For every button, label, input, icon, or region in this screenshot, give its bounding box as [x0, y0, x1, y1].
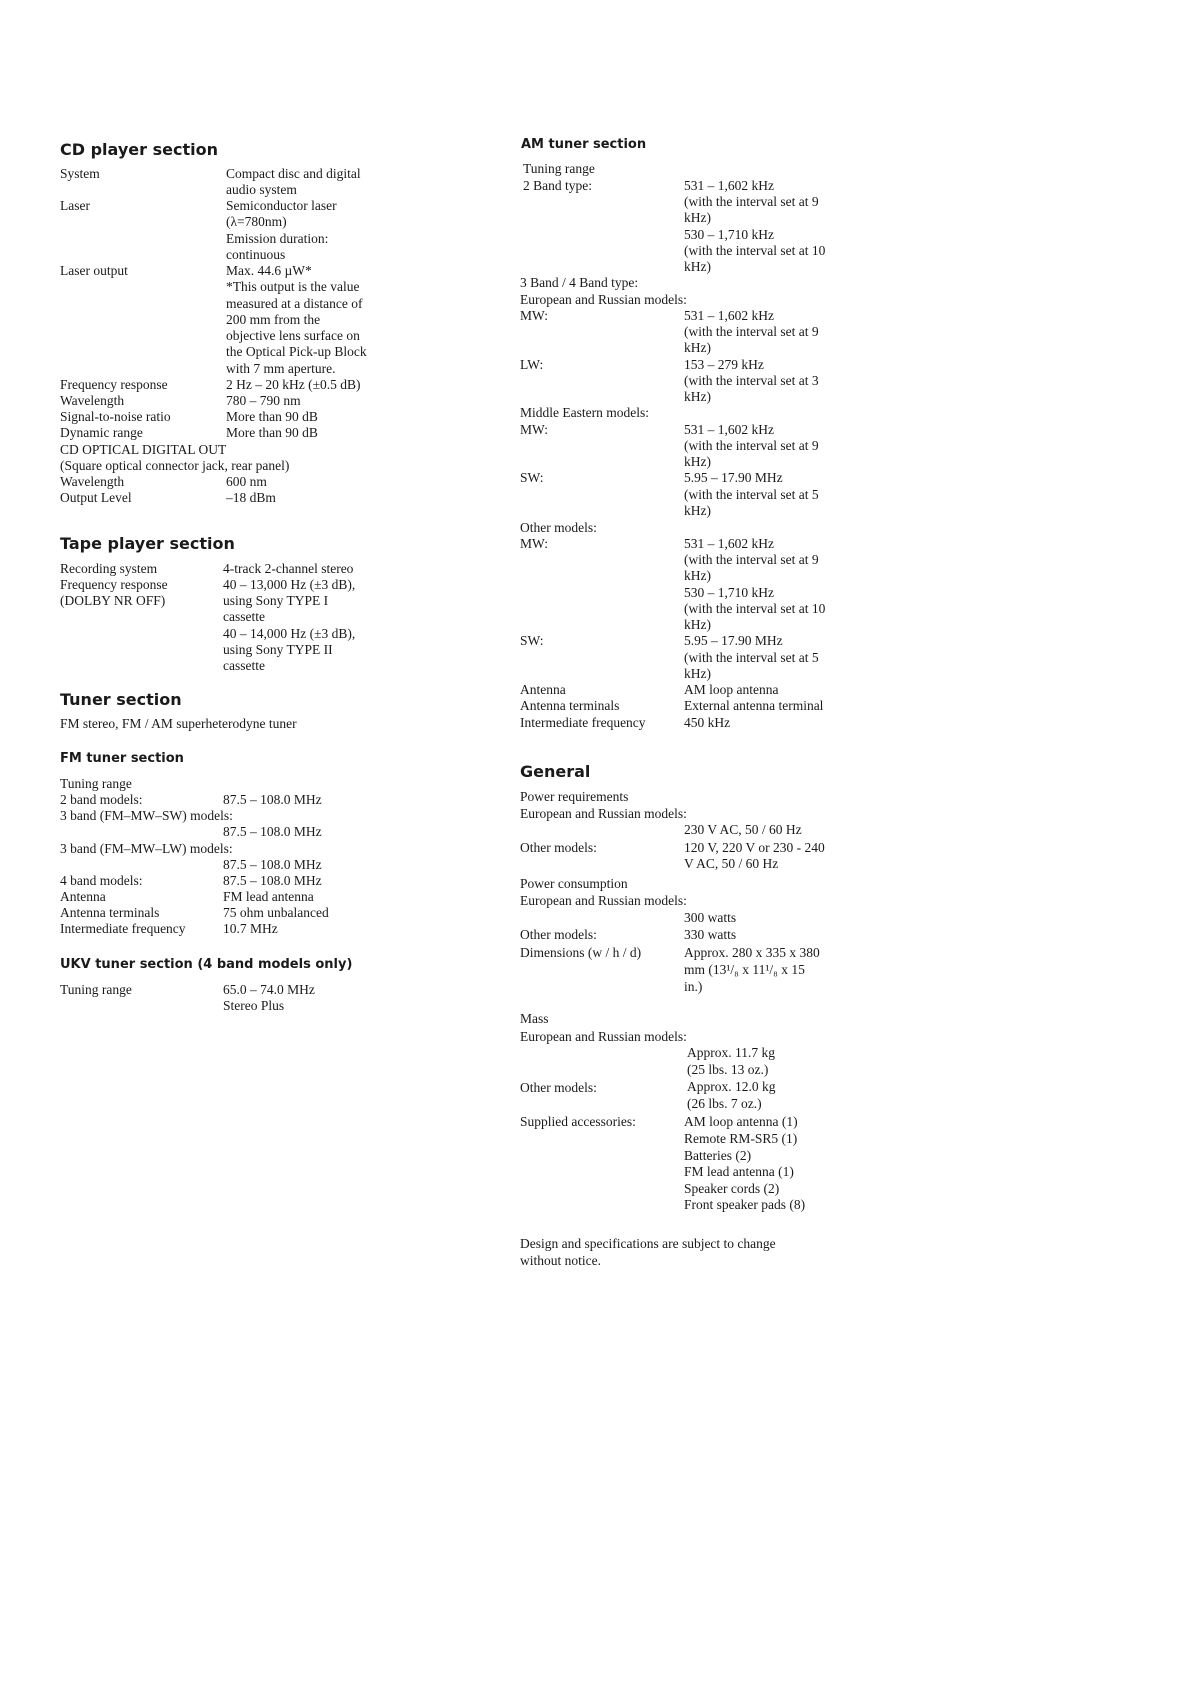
am-oth-mw-value-6: kHz) [684, 617, 711, 632]
fm-antenna-label: Antenna [60, 889, 106, 904]
am-band2-value-1: 531 – 1,602 kHz [684, 178, 774, 193]
am-band2-value-5: (with the interval set at 10 [684, 243, 826, 258]
gen-eur: European and Russian models: [520, 806, 687, 821]
cd-system-value-2: audio system [226, 182, 297, 197]
gen-other-cons-value: 330 watts [684, 927, 737, 942]
cd-freq-value: 2 Hz – 20 kHz (±0.5 dB) [226, 377, 361, 392]
gen-other-mass-value-2: (26 lbs. 7 oz.) [687, 1096, 762, 1111]
gen-notice-1: Design and specifications are subject to change [520, 1236, 776, 1251]
gen-dim-value-3: in.) [684, 979, 703, 994]
tape-freq-value-1: 40 – 13,000 Hz (±3 dB), [223, 577, 356, 592]
cd-freq-label: Frequency response [60, 377, 168, 392]
cd-laser-value-1: Semiconductor laser [226, 198, 337, 213]
tape-freq-value-2: using Sony TYPE I [223, 593, 329, 608]
am-terminals-value: External antenna terminal [684, 698, 824, 713]
gen-power-cons: Power consumption [520, 876, 628, 891]
ukv-tuning-value-1: 65.0 – 74.0 MHz [223, 982, 315, 997]
am-antenna-value: AM loop antenna [684, 682, 779, 697]
cd-laser-output-label: Laser output [60, 263, 128, 278]
fm-tuning-range: Tuning range [60, 776, 132, 791]
am-eur-lw-value-1: 153 – 279 kHz [684, 357, 764, 372]
tape-freq-label-2: (DOLBY NR OFF) [60, 593, 166, 608]
am-section-heading: AM tuner section [521, 137, 647, 152]
cd-wavelength-label: Wavelength [60, 393, 125, 408]
cd-laser-value-3: Emission duration: [226, 231, 329, 246]
fm-section-heading: FM tuner section [60, 751, 184, 766]
fm-band4-value: 87.5 – 108.0 MHz [223, 873, 322, 888]
am-oth-mw-value-2: (with the interval set at 9 [684, 552, 819, 567]
am-me-mw-label: MW: [520, 422, 548, 437]
cd-laser-output-value-5: objective lens surface on [226, 328, 360, 343]
gen-acc-value-4: FM lead antenna (1) [684, 1164, 794, 1179]
am-oth-sw-value-3: kHz) [684, 666, 711, 681]
fm-if-label: Intermediate frequency [60, 921, 186, 936]
gen-other2-label: Other models: [520, 927, 597, 942]
cd-system-label: System [60, 166, 100, 181]
gen-dim-label: Dimensions (w / h / d) [520, 945, 642, 960]
gen-eur3: European and Russian models: [520, 1029, 687, 1044]
am-eur-lw-value-3: kHz) [684, 389, 711, 404]
gen-other-power-value-2: V AC, 50 / 60 Hz [684, 856, 779, 871]
am-band34: 3 Band / 4 Band type: [520, 275, 639, 290]
gen-eur-mass-value-2: (25 lbs. 13 oz.) [687, 1062, 769, 1077]
am-band2-value-4: 530 – 1,710 kHz [684, 227, 774, 242]
gen-acc-value-1: AM loop antenna (1) [684, 1114, 798, 1129]
fm-if-value: 10.7 MHz [223, 921, 278, 936]
am-eur-lw-value-2: (with the interval set at 3 [684, 373, 819, 388]
gen-acc-value-2: Remote RM-SR5 (1) [684, 1131, 798, 1146]
gen-eur-power-value: 230 V AC, 50 / 60 Hz [684, 822, 802, 837]
am-me-mw-value-3: kHz) [684, 454, 711, 469]
cd-opt-wavelength-label: Wavelength [60, 474, 125, 489]
am-eur-mw-value-1: 531 – 1,602 kHz [684, 308, 774, 323]
am-me-mw-value-1: 531 – 1,602 kHz [684, 422, 774, 437]
am-eur-lw-label: LW: [520, 357, 544, 372]
gen-acc-value-5: Speaker cords (2) [684, 1181, 780, 1196]
gen-other-label: Other models: [520, 840, 597, 855]
fm-band3sw-value: 87.5 – 108.0 MHz [223, 824, 322, 839]
cd-laser-output-value-4: 200 mm from the [226, 312, 321, 327]
cd-snr-label: Signal-to-noise ratio [60, 409, 171, 424]
tape-freq-value-4: 40 – 14,000 Hz (±3 dB), [223, 626, 356, 641]
gen-mass: Mass [520, 1011, 549, 1026]
am-band2-value-3: kHz) [684, 210, 711, 225]
cd-laser-value-4: continuous [226, 247, 286, 262]
am-me-sw-value-2: (with the interval set at 5 [684, 487, 819, 502]
cd-laser-output-value-6: the Optical Pick-up Block [226, 344, 367, 359]
tape-freq-label-1: Frequency response [60, 577, 168, 592]
ukv-tuning-label: Tuning range [60, 982, 132, 997]
gen-notice-2: without notice. [520, 1253, 601, 1268]
cd-laser-output-value-2: *This output is the value [226, 279, 360, 294]
cd-laser-output-value-7: with 7 mm aperture. [226, 361, 336, 376]
gen-eur-mass-value-1: Approx. 11.7 kg [687, 1045, 775, 1060]
am-oth-mw-value-4: 530 – 1,710 kHz [684, 585, 774, 600]
tape-freq-value-6: cassette [223, 658, 265, 673]
cd-dynamic-value: More than 90 dB [226, 425, 318, 440]
tuner-desc: FM stereo, FM / AM superheterodyne tuner [60, 716, 297, 731]
cd-laser-value-2: (λ=780nm) [226, 214, 287, 229]
gen-eur-cons-value: 300 watts [684, 910, 737, 925]
am-band2-value-2: (with the interval set at 9 [684, 194, 819, 209]
cd-output-level-label: Output Level [60, 490, 132, 505]
gen-power-req: Power requirements [520, 789, 629, 804]
cd-optical-note: (Square optical connector jack, rear panel) [60, 458, 290, 473]
fm-terminals-label: Antenna terminals [60, 905, 160, 920]
gen-other-power-value-1: 120 V, 220 V or 230 - 240 [684, 840, 825, 855]
ukv-tuning-value-2: Stereo Plus [223, 998, 285, 1013]
gen-acc-label: Supplied accessories: [520, 1114, 636, 1129]
am-tuning-range: Tuning range [523, 161, 595, 176]
cd-opt-wavelength-value: 600 nm [226, 474, 267, 489]
fm-antenna-value: FM lead antenna [223, 889, 314, 904]
cd-optical-out: CD OPTICAL DIGITAL OUT [60, 442, 227, 457]
tape-rec-value: 4-track 2-channel stereo [223, 561, 354, 576]
am-oth-mw-label: MW: [520, 536, 548, 551]
am-terminals-label: Antenna terminals [520, 698, 620, 713]
am-eur: European and Russian models: [520, 292, 687, 307]
am-me-sw-label: SW: [520, 470, 544, 485]
fm-band2-label: 2 band models: [60, 792, 143, 807]
cd-laser-label: Laser [60, 198, 90, 213]
am-oth-sw-value-1: 5.95 – 17.90 MHz [684, 633, 783, 648]
am-me-mw-value-2: (with the interval set at 9 [684, 438, 819, 453]
tape-freq-value-3: cassette [223, 609, 265, 624]
general-section-heading: General [520, 762, 591, 781]
fm-band3lw-value: 87.5 – 108.0 MHz [223, 857, 322, 872]
am-me-sw-value-1: 5.95 – 17.90 MHz [684, 470, 783, 485]
am-antenna-label: Antenna [520, 682, 566, 697]
gen-dim-value-2: mm (13¹/₈ x 11¹/₈ x 15 [684, 962, 805, 977]
fm-band4-label: 4 band models: [60, 873, 143, 888]
cd-system-value-1: Compact disc and digital [226, 166, 361, 181]
gen-dim-value-1: Approx. 280 x 335 x 380 [684, 945, 820, 960]
cd-output-level-value: –18 dBm [226, 490, 276, 505]
gen-acc-value-6: Front speaker pads (8) [684, 1197, 806, 1212]
cd-laser-output-value-3: measured at a distance of [226, 296, 363, 311]
am-if-label: Intermediate frequency [520, 715, 646, 730]
am-oth-mw-value-5: (with the interval set at 10 [684, 601, 826, 616]
cd-snr-value: More than 90 dB [226, 409, 318, 424]
cd-laser-output-value-1: Max. 44.6 µW* [226, 263, 312, 278]
am-oth-sw-label: SW: [520, 633, 544, 648]
fm-band2-value: 87.5 – 108.0 MHz [223, 792, 322, 807]
am-me: Middle Eastern models: [520, 405, 649, 420]
am-band2-value-6: kHz) [684, 259, 711, 274]
tape-section-heading: Tape player section [60, 534, 235, 553]
am-eur-mw-label: MW: [520, 308, 548, 323]
gen-acc-value-3: Batteries (2) [684, 1148, 752, 1163]
gen-other3-label: Other models: [520, 1080, 597, 1095]
am-oth-mw-value-3: kHz) [684, 568, 711, 583]
tape-rec-label: Recording system [60, 561, 158, 576]
am-eur-mw-value-3: kHz) [684, 340, 711, 355]
cd-wavelength-value: 780 – 790 nm [226, 393, 301, 408]
am-eur-mw-value-2: (with the interval set at 9 [684, 324, 819, 339]
am-band2-label: 2 Band type: [523, 178, 592, 193]
fm-terminals-value: 75 ohm unbalanced [223, 905, 329, 920]
fm-band3sw-label: 3 band (FM–MW–SW) models: [60, 808, 233, 823]
gen-eur2: European and Russian models: [520, 893, 687, 908]
fm-band3lw-label: 3 band (FM–MW–LW) models: [60, 841, 233, 856]
am-me-sw-value-3: kHz) [684, 503, 711, 518]
am-oth-mw-value-1: 531 – 1,602 kHz [684, 536, 774, 551]
am-oth-sw-value-2: (with the interval set at 5 [684, 650, 819, 665]
ukv-section-heading: UKV tuner section (4 band models only) [60, 957, 353, 972]
cd-section-heading: CD player section [60, 140, 218, 159]
cd-dynamic-label: Dynamic range [60, 425, 143, 440]
am-if-value: 450 kHz [684, 715, 731, 730]
tuner-section-heading: Tuner section [60, 690, 182, 709]
tape-freq-value-5: using Sony TYPE II [223, 642, 333, 657]
am-other: Other models: [520, 520, 597, 535]
gen-other-mass-value-1: Approx. 12.0 kg [687, 1079, 776, 1094]
